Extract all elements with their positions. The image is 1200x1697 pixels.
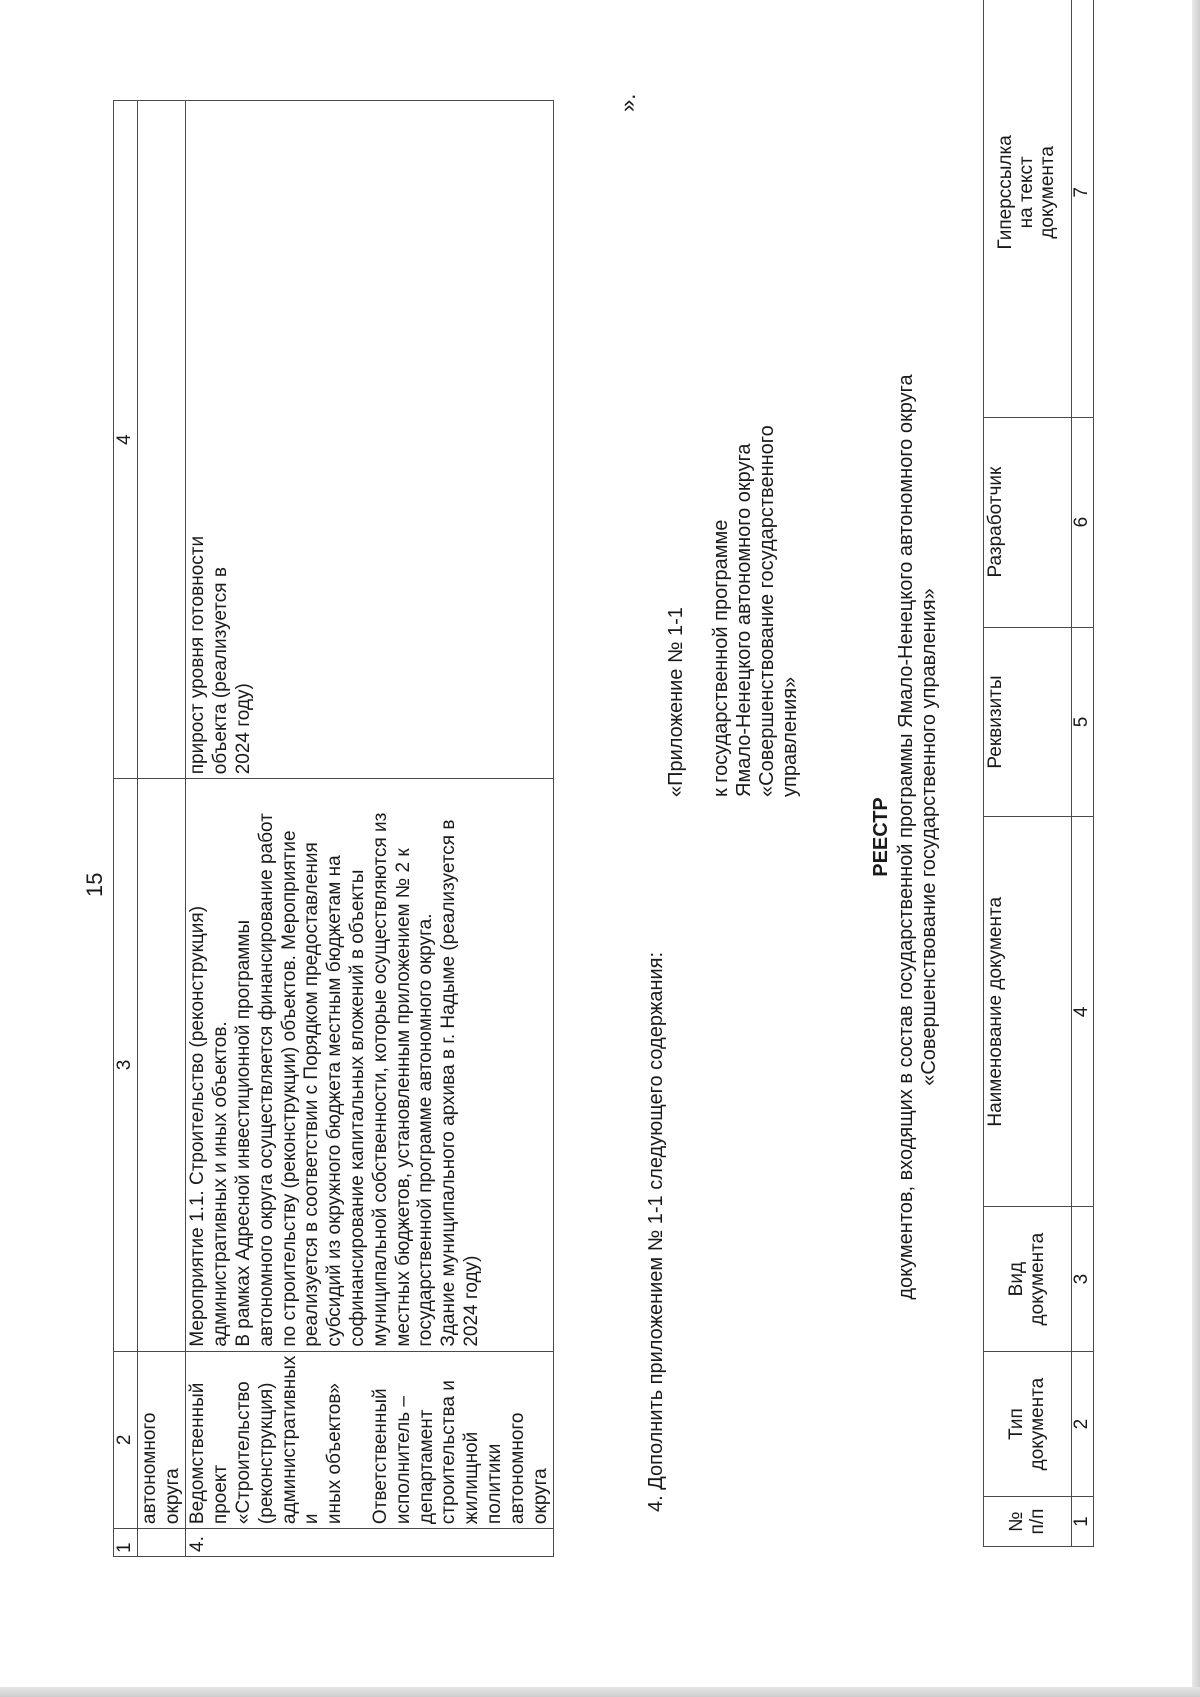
empty-cell xyxy=(137,779,186,1351)
column-number: 7 xyxy=(1072,0,1094,417)
column-number: 6 xyxy=(1072,417,1094,627)
continuation-cell: автономного округа xyxy=(137,1351,186,1528)
cell-line: исполнитель – xyxy=(392,1396,414,1525)
header-line: № xyxy=(1005,1511,1027,1532)
header-line: Гиперссылка xyxy=(995,135,1017,250)
table-row xyxy=(186,101,554,1557)
cell-line: местных бюджетов, установленным приложением № 2 к xyxy=(392,848,414,1347)
header-line: на текст xyxy=(1016,156,1038,229)
cell-line: объекта (реализуется в xyxy=(210,567,232,775)
cell-line: В рамках Адресной инвестиционной программы xyxy=(232,919,254,1347)
result-cell xyxy=(186,101,554,779)
cell-line: Ведомственный xyxy=(187,1382,209,1525)
program-table xyxy=(113,100,554,1557)
cell-line: административных и xyxy=(278,1355,323,1525)
appendix-header xyxy=(665,425,802,797)
registry-header-row xyxy=(984,0,1072,1547)
registry-subtitle: документов, входящих в состав государственной программы Ямало-Ненецкого автономного округа xyxy=(895,374,917,1300)
cell-line: по строительству (реконструкции) объектов. Мероприятие xyxy=(278,830,300,1347)
appendix-line: управления» xyxy=(779,676,801,797)
closing-quote: ». xyxy=(615,93,640,112)
cell-line: софинансирование капитальных вложений в объекты xyxy=(346,869,368,1347)
page-number: 15 xyxy=(82,872,107,897)
registry-number-row xyxy=(1072,0,1094,1547)
registry-subtitle-program: «Совершенствование государственного управления» xyxy=(918,588,940,1086)
cell-line: 2024 году) xyxy=(232,683,254,775)
column-number: 5 xyxy=(1072,627,1094,817)
cell-line: прирост уровня готовности xyxy=(187,535,209,775)
header-line: Вид xyxy=(1005,1261,1027,1297)
header-cell: 1 xyxy=(114,1529,138,1557)
column-header xyxy=(984,817,1072,1207)
cell-line: муниципальной собственности, которые осуществляются из xyxy=(369,812,391,1347)
column-header xyxy=(984,1352,1072,1497)
appendix-line: «Совершенствование государственного xyxy=(756,425,778,797)
registry-table xyxy=(983,0,1094,1547)
header-line: документа xyxy=(1036,146,1058,239)
column-header xyxy=(984,1207,1072,1352)
header-cell: 3 xyxy=(114,779,138,1351)
column-header xyxy=(984,627,1072,817)
appendix-title: «Приложение № 1-1 xyxy=(665,607,687,797)
header-line: Тип xyxy=(1005,1408,1027,1440)
column-header xyxy=(984,0,1072,417)
appendix-line: Ямало-Ненецкого автономного округа xyxy=(733,443,755,797)
header-line: п/п xyxy=(1026,1508,1048,1535)
cell-line: административных и иных объектов. xyxy=(210,1021,232,1347)
cell-line: иных объектов» xyxy=(324,1383,346,1525)
cell-line: Ответственный xyxy=(369,1388,391,1525)
column-number: 1 xyxy=(1072,1497,1094,1547)
table-continuation-row xyxy=(137,101,186,1557)
cell-line: строительства и xyxy=(438,1380,460,1525)
header-line: документа xyxy=(1026,1232,1048,1326)
cell-line: субсидий из окружного бюджета местным бюджетам на xyxy=(324,855,346,1347)
column-header xyxy=(984,1497,1072,1547)
header-line: Наименование документа xyxy=(985,896,1006,1127)
cell-line: Здание муниципального архива в г. Надыме (реализуется в xyxy=(438,819,460,1347)
cell-line: Мероприятие 1.1. Строительство (реконструкция) xyxy=(187,905,209,1347)
empty-cell xyxy=(137,1529,186,1557)
header-line: Разработчик xyxy=(985,466,1006,578)
cell-line: государственной программе автономного округа. xyxy=(415,913,437,1347)
column-number: 4 xyxy=(1072,817,1094,1207)
appendix-line: к государственной программе xyxy=(710,519,732,797)
cell-spacer xyxy=(347,1356,370,1524)
header-cell: 2 xyxy=(114,1351,138,1528)
column-number: 2 xyxy=(1072,1352,1094,1497)
header-line: Реквизиты xyxy=(985,675,1006,769)
empty-cell xyxy=(137,101,186,779)
header-cell: 4 xyxy=(114,101,138,779)
item-4-text: 4. Дополнить приложением № 1-1 следующего содержания: xyxy=(645,951,667,1512)
cell-line: (реконструкция) xyxy=(255,1382,277,1525)
row-number: 4. xyxy=(186,1529,554,1557)
registry-title: РЕЕСТР xyxy=(870,797,892,877)
measure-cell xyxy=(186,779,554,1351)
column-number: 3 xyxy=(1072,1207,1094,1352)
cell-line: «Строительство xyxy=(232,1381,254,1525)
cell-line: автономного округа осуществляется финансирование работ xyxy=(255,813,277,1347)
project-cell xyxy=(186,1351,554,1528)
cell-line: департамент xyxy=(415,1409,437,1525)
cell-line: 2024 году) xyxy=(460,1255,482,1347)
column-header xyxy=(984,417,1072,627)
cell-line: реализуется в соответствии с Порядком предоставления xyxy=(301,842,323,1347)
table-header-row xyxy=(114,101,138,1557)
cell-line: жилищной политики xyxy=(461,1431,505,1525)
cell-line: автономного округа xyxy=(506,1412,551,1525)
cell-line: проект xyxy=(210,1464,232,1525)
header-line: документа xyxy=(1026,1377,1048,1471)
